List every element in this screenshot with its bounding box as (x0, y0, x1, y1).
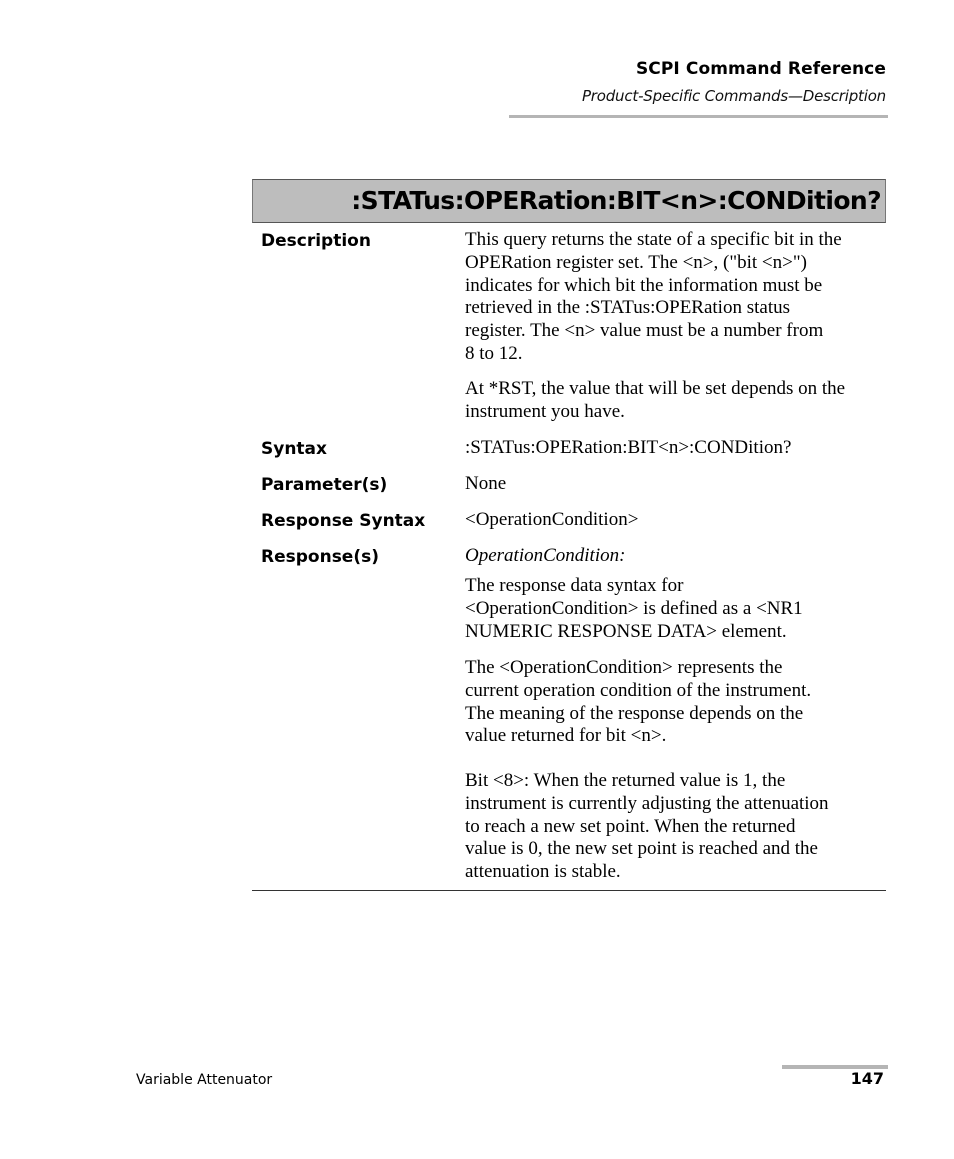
parameters-label: Parameter(s) (261, 475, 388, 495)
footer-document-name: Variable Attenuator (136, 1072, 273, 1088)
page-number: 147 (850, 1069, 884, 1088)
responses-paragraph-1: The response data syntax for <OperationCondition> is defined as a <NR1 NUMERIC RESPONSE DATA> element. (465, 575, 803, 642)
running-header (582, 58, 886, 106)
responses-label: Response(s) (261, 547, 379, 567)
header-rule (509, 115, 888, 118)
parameters-value: None (465, 473, 507, 494)
description-paragraph-2: At *RST, the value that will be set depends on the instrument you have. (465, 378, 846, 422)
command-title: :STATus:OPERation:BIT<n>:CONDition? (351, 186, 881, 215)
description-paragraph-1: This query returns the state of a specific bit in the OPERation register set. The <n>, ("bit <n>") indicates for which bit the information must be retrieved in the :STATus:OPERation status register. The <n> value must be a number from 8 to 12. (465, 229, 842, 364)
response-syntax-label: Response Syntax (261, 511, 426, 531)
table-bottom-rule (252, 890, 886, 891)
syntax-value: :STATus:OPERation:BIT<n>:CONDition? (465, 437, 792, 458)
response-name: OperationCondition: (465, 545, 626, 566)
response-syntax-value: <OperationCondition> (465, 509, 639, 530)
responses-paragraph-2: The <OperationCondition> represents the current operation condition of the instrument. The meaning of the response depends on the value returned for bit <n>. (465, 657, 812, 747)
syntax-label: Syntax (261, 439, 327, 459)
command-title-bar (252, 179, 886, 223)
responses-paragraph-3: Bit <8>: When the returned value is 1, the instrument is currently adjusting the attenuation to reach a new set point. When the returned value is 0, the new set point is reached and the attenuation is stable. (465, 770, 829, 883)
description-label: Description (261, 231, 371, 251)
header-subtitle: Product-Specific Commands—Description (581, 87, 886, 105)
header-title: SCPI Command Reference (635, 59, 886, 79)
